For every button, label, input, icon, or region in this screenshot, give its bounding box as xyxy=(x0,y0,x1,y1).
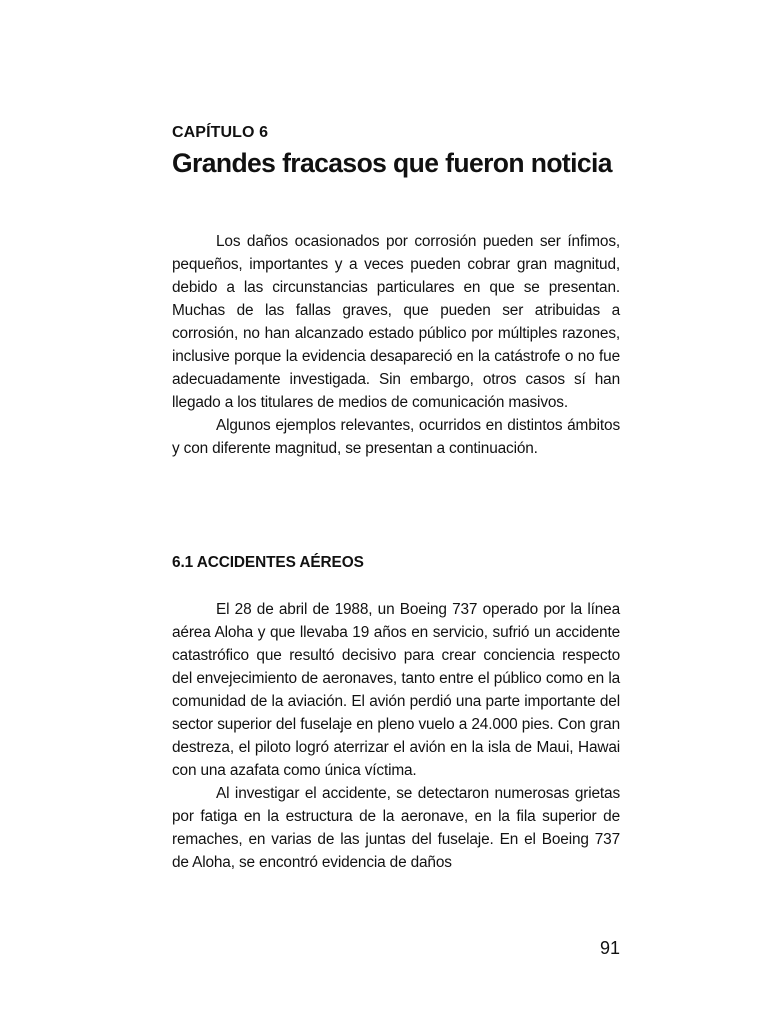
page-number: 91 xyxy=(599,938,620,958)
section-paragraph: El 28 de abril de 1988, un Boeing 737 operado por la línea aérea Aloha y que llevaba 19 años en servicio, sufrió un accidente catastrófico que resultó decisivo para crear conciencia respecto del envejecimiento de aeronaves, tanto entre el público como en la comunidad de la aviación. El avión perdió una parte importante del sector superior del fuselaje en pleno vuelo a 24.000 pies. Con gran destreza, el piloto logró aterrizar el avión en la isla de Maui, Hawai con una azafata como única víctima. xyxy=(172,601,620,779)
document-page xyxy=(172,0,620,1024)
chapter-title: Grandes fracasos que fueron noticia xyxy=(172,148,612,178)
section-heading: 6.1 ACCIDENTES AÉREOS xyxy=(172,554,364,571)
intro-text xyxy=(172,230,620,460)
section-paragraph: Al investigar el accidente, se detectaron numerosas grietas por fatiga en la estructura de la aeronave, en la fila superior de remaches, en varias de las juntas del fuselaje. En el Boeing 737 de Aloha, se encontró evidencia de daños xyxy=(172,785,620,871)
intro-paragraph: Algunos ejemplos relevantes, ocurridos en distintos ámbitos y con diferente magnitud, se presentan a continuación. xyxy=(172,417,620,457)
section-text xyxy=(172,598,620,874)
chapter-label: CAPÍTULO 6 xyxy=(172,124,269,141)
intro-paragraph: Los daños ocasionados por corrosión pueden ser ínfimos, pequeños, importantes y a veces pueden cobrar gran magnitud, debido a las circunstancias particulares en que se presentan. Muchas de las fallas graves, que pueden ser atribuidas a corrosión, no han alcanzado estado público por múltiples razones, inclusive porque la evidencia desapareció en la catástrofe o no fue adecuadamente investigada. Sin embargo, otros casos sí han llegado a los titulares de medios de comunicación masivos. xyxy=(172,233,620,411)
